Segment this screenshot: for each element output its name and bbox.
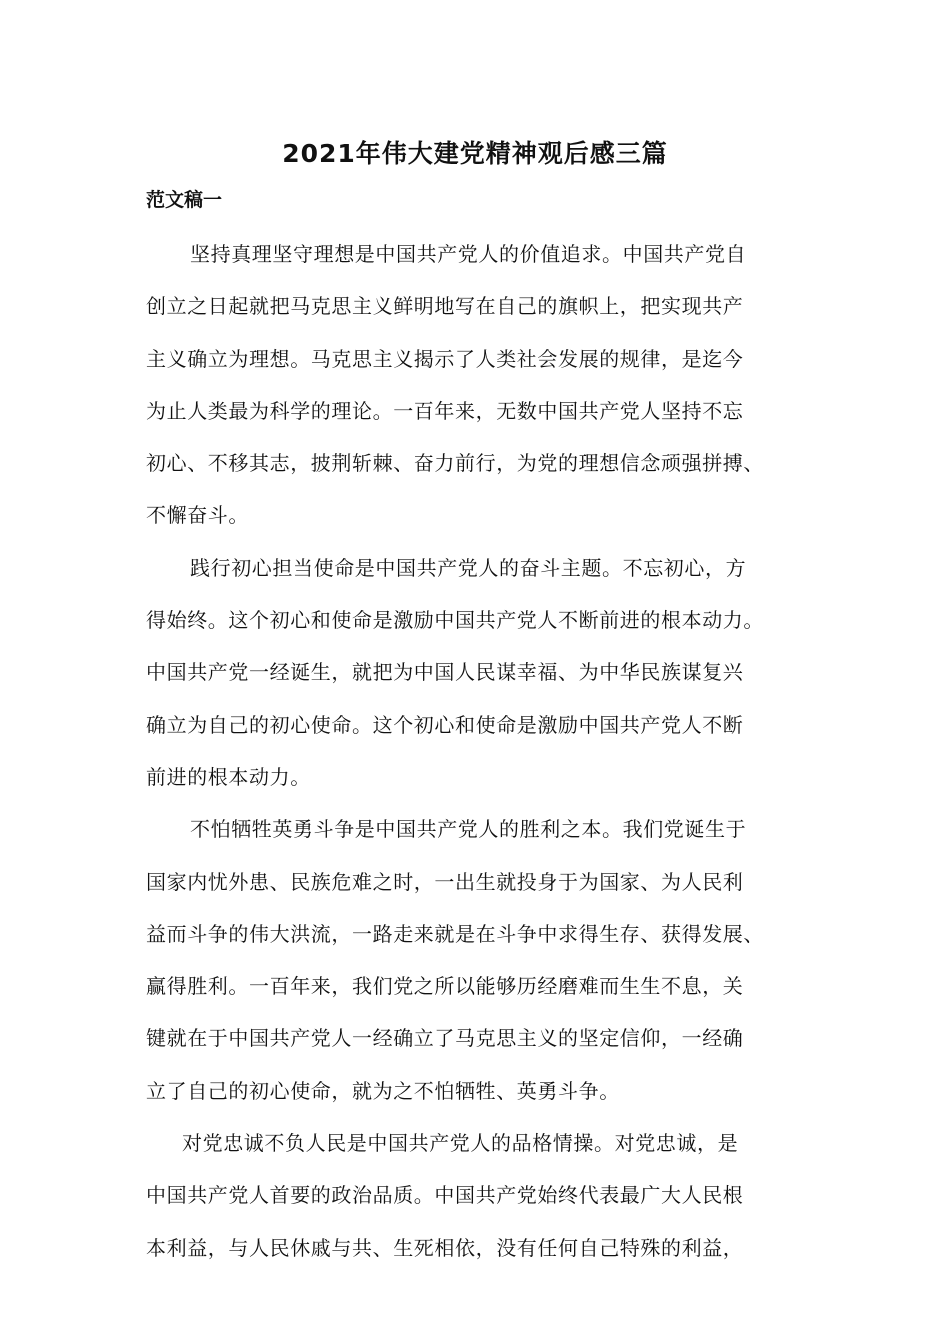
- text-line: 益而斗争的伟大洪流，一路走来就是在斗争中求得生存、获得发展、: [146, 921, 764, 946]
- section-heading: 范文稿一: [146, 189, 223, 211]
- text-line: 为止人类最为科学的理论。一百年来，无数中国共产党人坚持不忘: [146, 398, 744, 423]
- text-line: 立了自己的初心使命，就为之不怕牺牲、英勇斗争。: [146, 1078, 620, 1103]
- document-body: [146, 228, 806, 1274]
- text-line: 不懈奋斗。: [146, 503, 249, 528]
- text-line: 键就在于中国共产党人一经确立了马克思主义的坚定信仰，一经确: [146, 1026, 744, 1051]
- text-line: 对党忠诚不负人民是中国共产党人的品格情操。对党忠诚，是: [182, 1131, 739, 1156]
- text-line: 得始终。这个初心和使命是激励中国共产党人不断前进的根本动力。: [146, 608, 764, 633]
- text-line: 国家内忧外患、民族危难之时，一出生就投身于为国家、为人民利: [146, 869, 744, 894]
- text-line: 中国共产党人首要的政治品质。中国共产党始终代表最广大人民根: [146, 1183, 744, 1208]
- text-line: 中国共产党一经诞生，就把为中国人民谋幸福、为中华民族谋复兴: [146, 660, 744, 685]
- text-line: 不怕牺牲英勇斗争是中国共产党人的胜利之本。我们党诞生于: [190, 817, 747, 842]
- text-line: 主义确立为理想。马克思主义揭示了人类社会发展的规律，是迄今: [146, 346, 744, 371]
- text-line: 前进的根本动力。: [146, 764, 311, 789]
- text-line: 赢得胜利。一百年来，我们党之所以能够历经磨难而生生不息，关: [146, 974, 744, 999]
- text-line: 坚持真理坚守理想是中国共产党人的价值追求。中国共产党自: [190, 242, 747, 266]
- text-line: 初心、不移其志，披荆斩棘、奋力前行，为党的理想信念顽强拼搏、: [146, 451, 764, 476]
- text-line: 创立之日起就把马克思主义鲜明地写在自己的旗帜上，把实现共产: [146, 294, 744, 319]
- text-line: 本利益，与人民休戚与共、生死相依，没有任何自己特殊的利益，: [146, 1235, 744, 1260]
- text-line: 践行初心担当使命是中国共产党人的奋斗主题。不忘初心，方: [190, 555, 747, 580]
- document-title: 2021年伟大建党精神观后感三篇: [282, 139, 668, 168]
- text-line: 确立为自己的初心使命。这个初心和使命是激励中国共产党人不断: [146, 712, 744, 737]
